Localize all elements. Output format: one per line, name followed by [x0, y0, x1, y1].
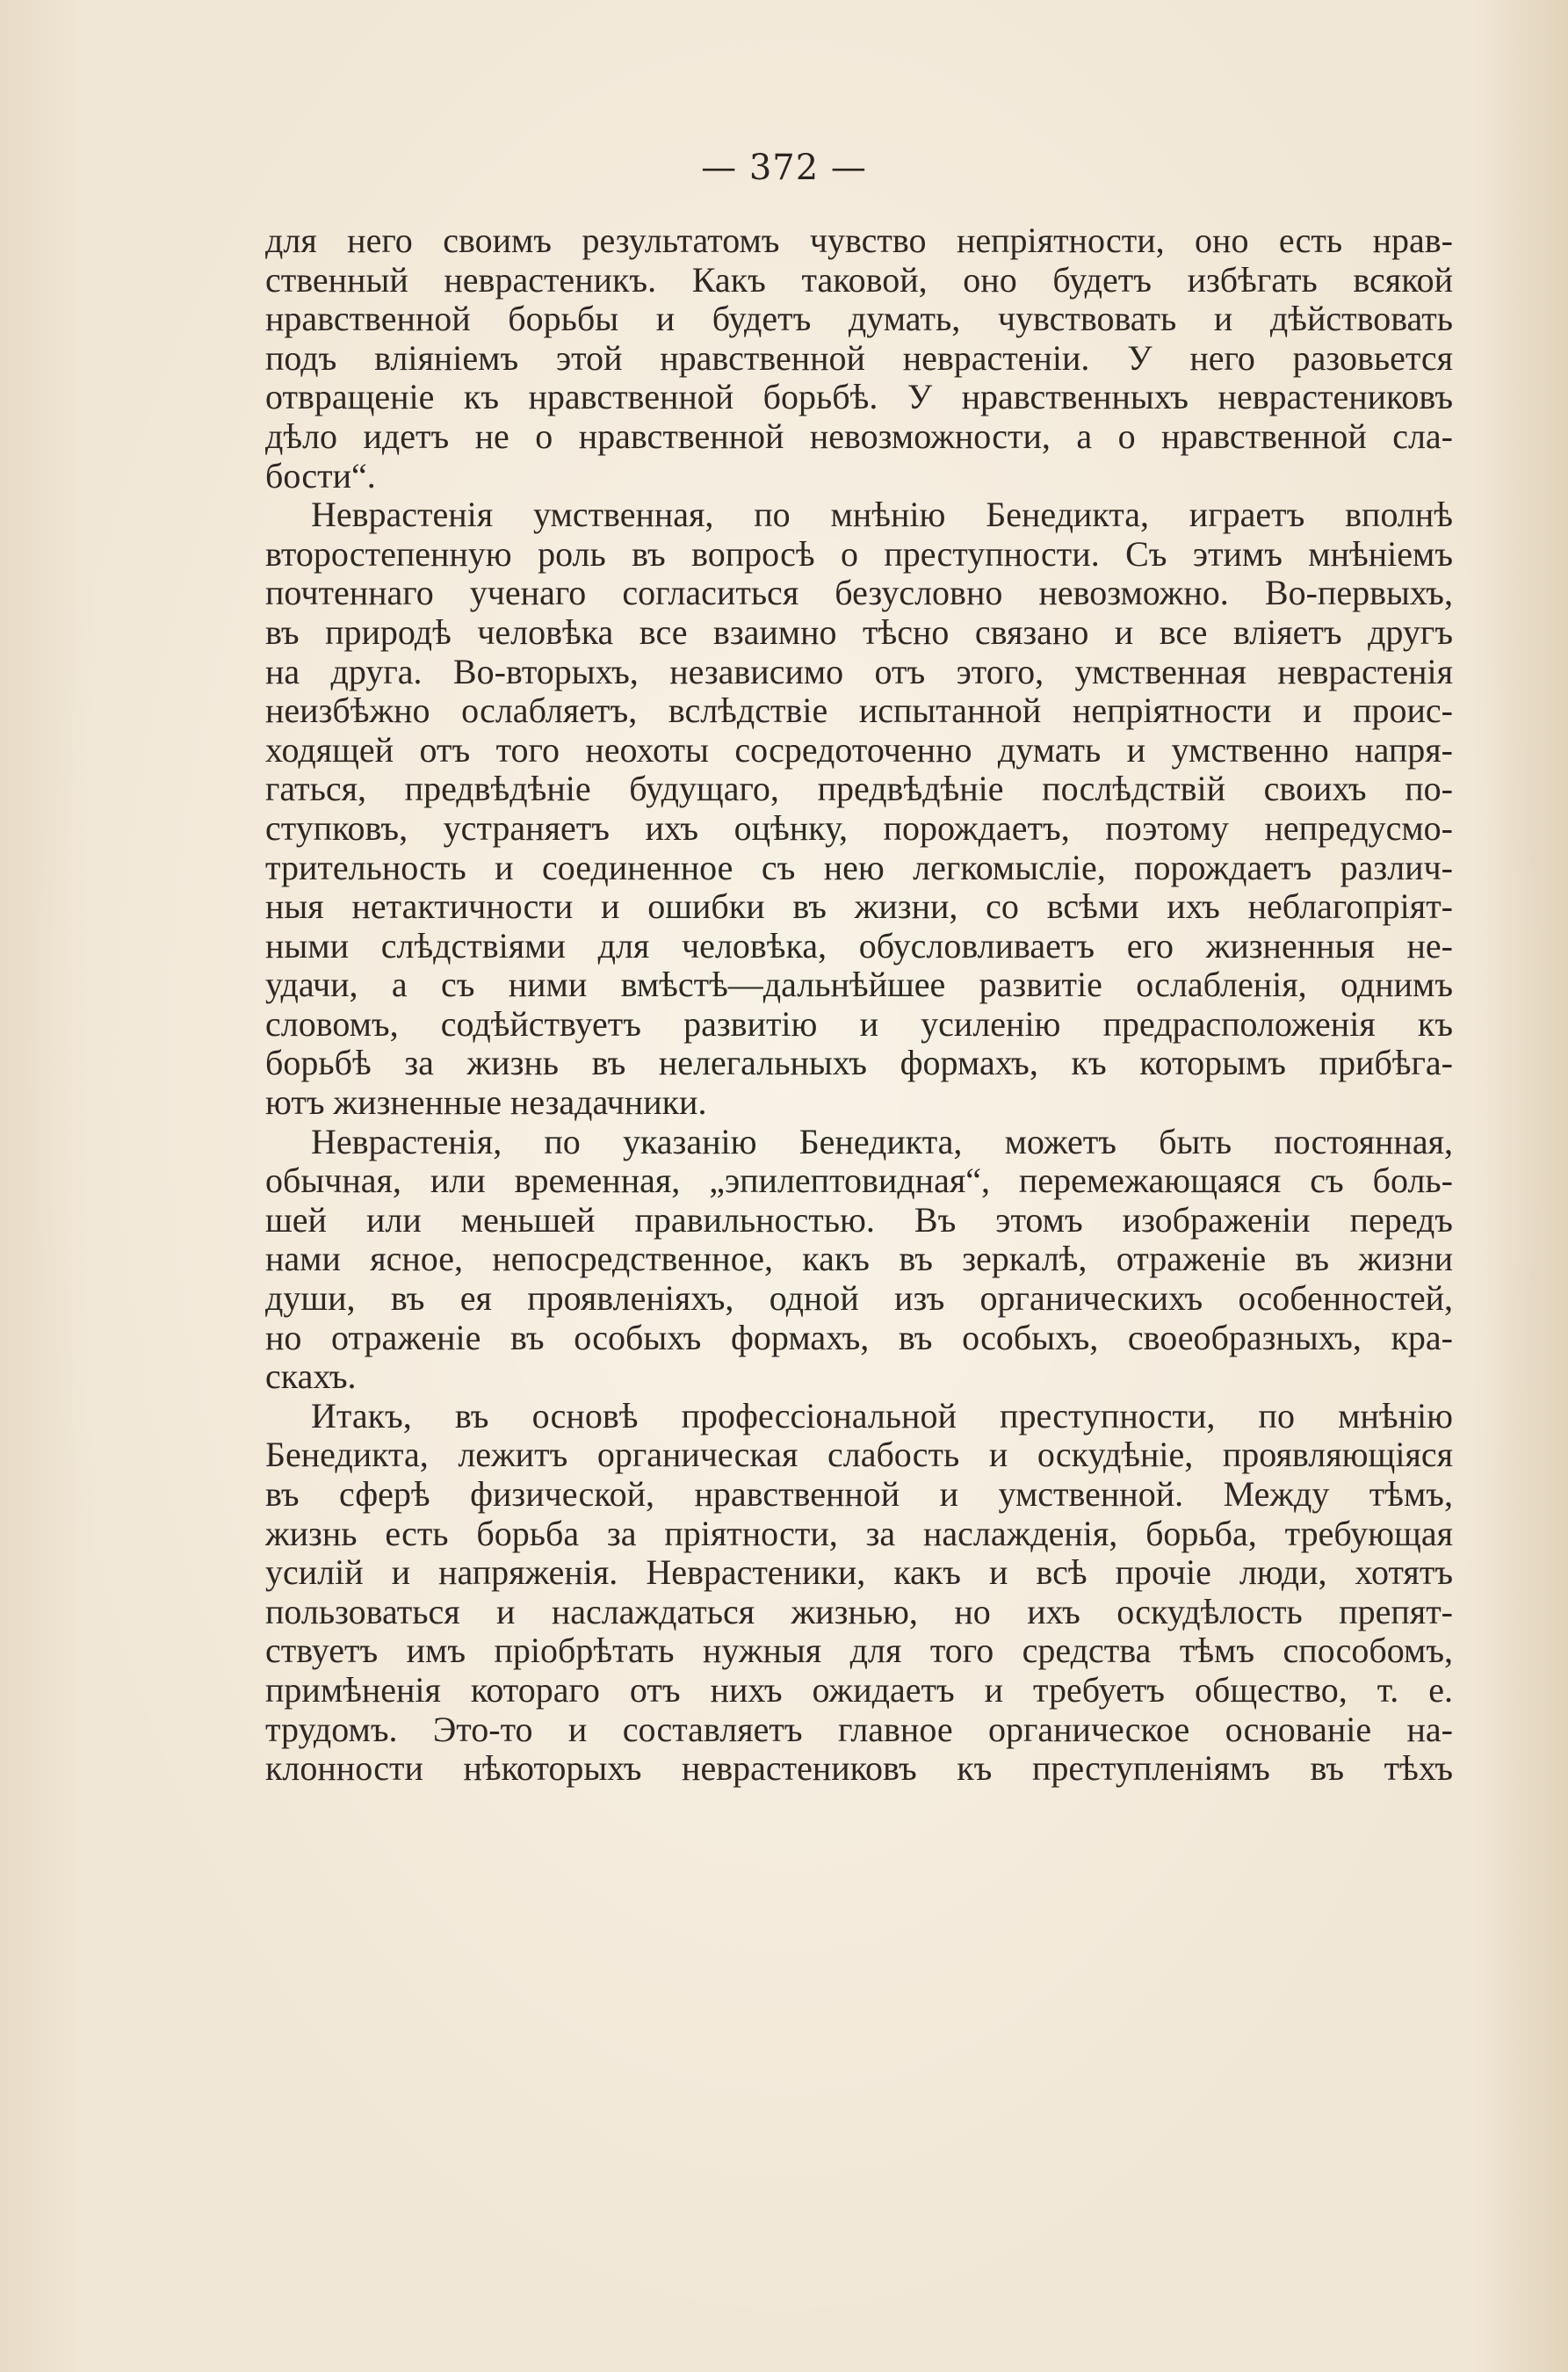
- text-line: въ сферѣ физической, нравственной и умственной. Между тѣмъ,: [265, 1474, 1453, 1514]
- text-line: почтеннаго ученаго согласиться безусловно невозможно. Во-первыхъ,: [265, 573, 1453, 613]
- page-number: — 372 —: [701, 148, 867, 188]
- text-line: ными слѣдствіями для человѣка, обусловливаетъ его жизненныя не-: [265, 925, 1453, 965]
- text-line: въ природѣ человѣка все взаимно тѣсно связано и все вліяетъ другъ: [265, 611, 1453, 652]
- text-line: примѣненія котораго отъ нихъ ожидаетъ и требуетъ общество, т. е.: [265, 1669, 1453, 1710]
- text-line: на друга. Во-вторыхъ, независимо отъ этого, умственная неврастенія: [265, 651, 1453, 691]
- body-text: [265, 221, 1453, 1789]
- text-line: Итакъ, въ основѣ профессіональной преступности, по мнѣнію: [311, 1395, 1453, 1435]
- text-line: Неврастенія, по указанію Бенедикта, можетъ быть постоянная,: [311, 1121, 1453, 1161]
- text-line: второстепенную роль въ вопросѣ о преступности. Съ этимъ мнѣніемъ: [265, 533, 1453, 574]
- text-line: борьбѣ за жизнь въ нелегальныхъ формахъ, къ которымъ прибѣга-: [265, 1043, 1453, 1083]
- text-line: пользоваться и наслаждаться жизнью, но ихъ оскудѣлость препят-: [265, 1591, 1453, 1631]
- text-line: ныя нетактичности и ошибки въ жизни, со всѣми ихъ неблагопріят-: [265, 886, 1453, 927]
- text-line: удачи, а съ ними вмѣстѣ—дальнѣйшее развитіе ослабленія, однимъ: [265, 965, 1453, 1005]
- text-line: нами ясное, непосредственное, какъ въ зеркалѣ, отраженіе въ жизни: [265, 1239, 1453, 1279]
- text-line: ствуетъ имъ пріобрѣтать нужныя для того средства тѣмъ способомъ,: [265, 1631, 1453, 1671]
- text-line: усилій и напряженія. Неврастеники, какъ и всѣ прочіе люди, хотятъ: [265, 1552, 1453, 1593]
- text-line: Неврастенія умственная, по мнѣнію Бенедикта, играетъ вполнѣ: [311, 495, 1453, 535]
- text-line: гаться, предвѣдѣніе будущаго, предвѣдѣніе послѣдствій своихъ по-: [265, 769, 1453, 809]
- text-line: но отраженіе въ особыхъ формахъ, въ особыхъ, своеобразныхъ, кра-: [265, 1317, 1453, 1357]
- text-line: Бенедикта, лежитъ органическая слабость и оскудѣніе, проявляющіяся: [265, 1435, 1453, 1475]
- text-line: ходящей отъ того неохоты сосредоточенно думать и умственно напря-: [265, 729, 1453, 770]
- text-line: клонности нѣкоторыхъ неврастениковъ къ преступленіямъ въ тѣхъ: [265, 1748, 1453, 1789]
- text-line: словомъ, содѣйствуетъ развитію и усиленію предрасположенія къ: [265, 1003, 1453, 1044]
- text-line: нравственной борьбы и будетъ думать, чувствовать и дѣйствовать: [265, 299, 1453, 339]
- text-line: шей или меньшей правильностью. Въ этомъ изображеніи передъ: [265, 1199, 1453, 1240]
- text-line: скахъ.: [265, 1356, 357, 1397]
- text-line: бости“.: [265, 455, 376, 495]
- text-line: ступковъ, устраняетъ ихъ оцѣнку, порождаетъ, поэтому непредусмо-: [265, 807, 1453, 848]
- text-line: ственный неврастеникъ. Какъ таковой, оно будетъ избѣгать всякой: [265, 259, 1453, 300]
- text-line: души, въ ея проявленіяхъ, одной изъ органическихъ особенностей,: [265, 1278, 1453, 1319]
- text-line: для него своимъ результатомъ чувство непріятности, оно есть нрав-: [265, 221, 1453, 260]
- text-line: подъ вліяніемъ этой нравственной неврастеніи. У него разовьется: [265, 337, 1453, 378]
- text-line: ютъ жизненные незадачники.: [265, 1082, 707, 1123]
- text-line: трительность и соединенное съ нею легкомысліе, порождаетъ различ-: [265, 847, 1453, 887]
- text-line: дѣло идетъ не о нравственной невозможности, а о нравственной сла-: [265, 416, 1453, 456]
- text-line: трудомъ. Это-то и составляетъ главное органическое основаніе на-: [265, 1709, 1453, 1749]
- text-line: жизнь есть борьба за пріятности, за наслажденія, борьба, требующая: [265, 1513, 1453, 1553]
- text-line: неизбѣжно ослабляетъ, вслѣдствіе испытанной непріятности и проис-: [265, 691, 1453, 731]
- text-line: отвращеніе къ нравственной борьбѣ. У нравственныхъ неврастениковъ: [265, 377, 1453, 417]
- text-line: обычная, или временная, „эпилептовидная“, перемежающаяся съ боль-: [265, 1161, 1453, 1201]
